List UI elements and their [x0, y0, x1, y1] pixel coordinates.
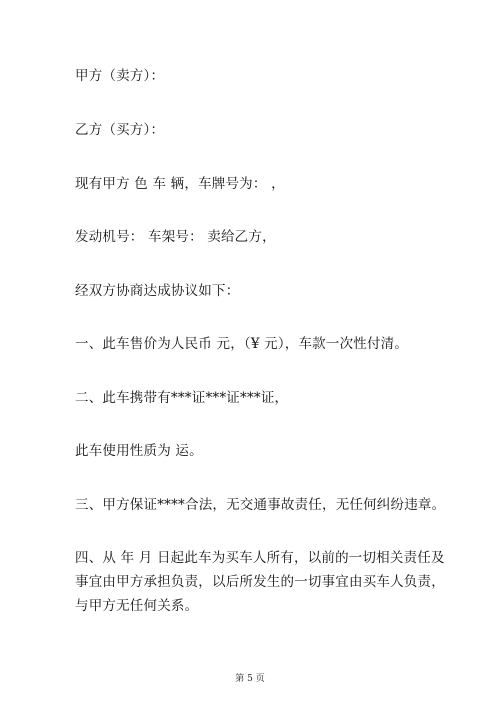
agreement-intro-line: 经双方协商达成协议如下： [75, 283, 240, 299]
clause-three-guarantee: 三、甲方保证****合法，无交通事故责任，无任何纠纷违章。 [75, 497, 446, 513]
page-number: 第 5 页 [235, 674, 265, 684]
usage-nature-line: 此车使用性质为 运。 [75, 443, 203, 459]
clause-two-certificates: 二、此车携带有***证***证***证， [75, 390, 289, 406]
vehicle-info-line: 现有甲方 色 车 辆，车牌号为： ， [75, 176, 285, 192]
engine-frame-line: 发动机号： 车架号： 卖给乙方， [75, 229, 276, 245]
clause-one-price: 一、此车售价为人民币 元，（¥ 元），车款一次性付清。 [75, 336, 409, 352]
clause-four-line-1: 四、从 年 月 日起此车为买车人所有，以前的一切相关责任及 [75, 550, 445, 566]
clause-four-line-3: 与甲方无任何关系。 [75, 598, 199, 614]
seller-line: 甲方（卖方）： [75, 68, 165, 84]
buyer-line: 乙方（买方）： [75, 122, 165, 138]
clause-four-line-2: 事宜由甲方承担负责，以后所发生的一切事宜由买车人负责， [75, 574, 445, 590]
